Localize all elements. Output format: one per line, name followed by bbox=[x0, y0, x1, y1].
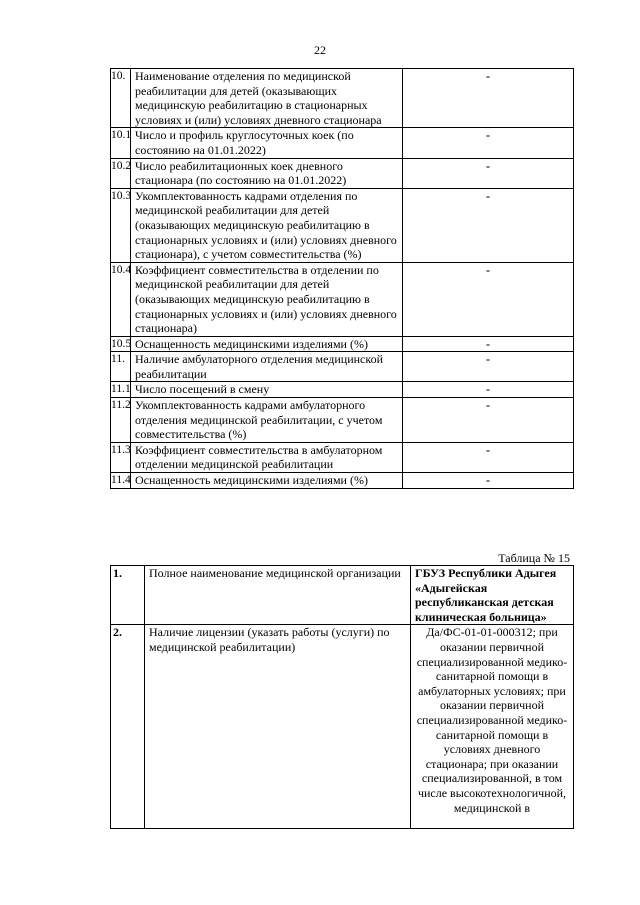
table-caption: Таблица № 15 bbox=[498, 551, 570, 565]
row-label: Наличие амбулаторного отделения медицинской реабилитации bbox=[131, 352, 403, 382]
table-row bbox=[111, 352, 574, 382]
row-label: Число реабилитационных коек дневного стационара (по состоянию на 01.01.2022) bbox=[131, 158, 403, 188]
row-label: Оснащенность медицинскими изделиями (%) bbox=[131, 336, 403, 352]
row-label: Число посещений в смену bbox=[131, 382, 403, 398]
row-number: 10.4 bbox=[111, 262, 131, 336]
row-value: - bbox=[403, 442, 574, 472]
table-row bbox=[111, 188, 574, 262]
row-number: 10.2 bbox=[111, 158, 131, 188]
row-label: Укомплектованность кадрами амбулаторного отделения медицинской реабилитации, с учетом совместительства (%) bbox=[131, 398, 403, 443]
table-row bbox=[111, 382, 574, 398]
row-value: - bbox=[403, 158, 574, 188]
license-details: Да/ФС-01-01-000312; при оказании первичной специализированной медико-санитарной помощи в амбулаторных условиях; при оказании первичной специализированной медико-санитарной помощи в условиях дневного стационара; при оказании специализированной, в том числе высокотехнологичной, медицинской в bbox=[411, 625, 574, 829]
organization-table bbox=[110, 565, 574, 829]
row-number: 11.1 bbox=[111, 382, 131, 398]
row-number: 10.1 bbox=[111, 128, 131, 158]
table-row bbox=[111, 473, 574, 489]
row-value: - bbox=[403, 473, 574, 489]
row-number: 11. bbox=[111, 352, 131, 382]
row-number: 10. bbox=[111, 69, 131, 128]
row-label: Оснащенность медицинскими изделиями (%) bbox=[131, 473, 403, 489]
row-value: - bbox=[403, 69, 574, 128]
table-row bbox=[111, 158, 574, 188]
row-label: Наименование отделения по медицинской реабилитации для детей (оказывающих медицинскую реабилитацию в стационарных условиях и (или) условиях дневного стационара bbox=[131, 69, 403, 128]
table-row bbox=[111, 398, 574, 443]
row-number: 10.3 bbox=[111, 188, 131, 262]
table-row bbox=[111, 262, 574, 336]
row-number: 11.2 bbox=[111, 398, 131, 443]
row-value: - bbox=[403, 262, 574, 336]
row-value: - bbox=[403, 352, 574, 382]
table-row bbox=[111, 69, 574, 128]
table-row bbox=[111, 128, 574, 158]
page-number: 22 bbox=[314, 43, 326, 57]
row-number: 2. bbox=[111, 625, 145, 829]
row-number: 11.3 bbox=[111, 442, 131, 472]
table-row bbox=[111, 566, 574, 625]
row-label: Наличие лицензии (указать работы (услуги) по медицинской реабилитации) bbox=[145, 625, 411, 829]
organization-name: ГБУЗ Республики Адыгея «Адыгейская республиканская детская клиническая больница» bbox=[411, 566, 574, 625]
row-number: 10.5 bbox=[111, 336, 131, 352]
row-number: 1. bbox=[111, 566, 145, 625]
row-value: - bbox=[403, 398, 574, 443]
row-number: 11.4 bbox=[111, 473, 131, 489]
table-row bbox=[111, 442, 574, 472]
row-value: - bbox=[403, 382, 574, 398]
row-value: - bbox=[403, 188, 574, 262]
row-label: Коэффициент совместительства в отделении по медицинской реабилитации для детей (оказывающих медицинскую реабилитацию в стационарных условиях и (или) условиях дневного стационара) bbox=[131, 262, 403, 336]
row-label: Укомплектованность кадрами отделения по медицинской реабилитации для детей (оказывающих медицинскую реабилитацию в стационарных условиях и (или) условиях дневного стационара), с учетом совместительства (%) bbox=[131, 188, 403, 262]
row-value: - bbox=[403, 128, 574, 158]
row-value: - bbox=[403, 336, 574, 352]
table-row bbox=[111, 625, 574, 829]
row-label: Коэффициент совместительства в амбулаторном отделении медицинской реабилитации bbox=[131, 442, 403, 472]
row-label: Полное наименование медицинской организации bbox=[145, 566, 411, 625]
table-row bbox=[111, 336, 574, 352]
rehab-departments-table bbox=[110, 68, 574, 489]
row-label: Число и профиль круглосуточных коек (по состоянию на 01.01.2022) bbox=[131, 128, 403, 158]
